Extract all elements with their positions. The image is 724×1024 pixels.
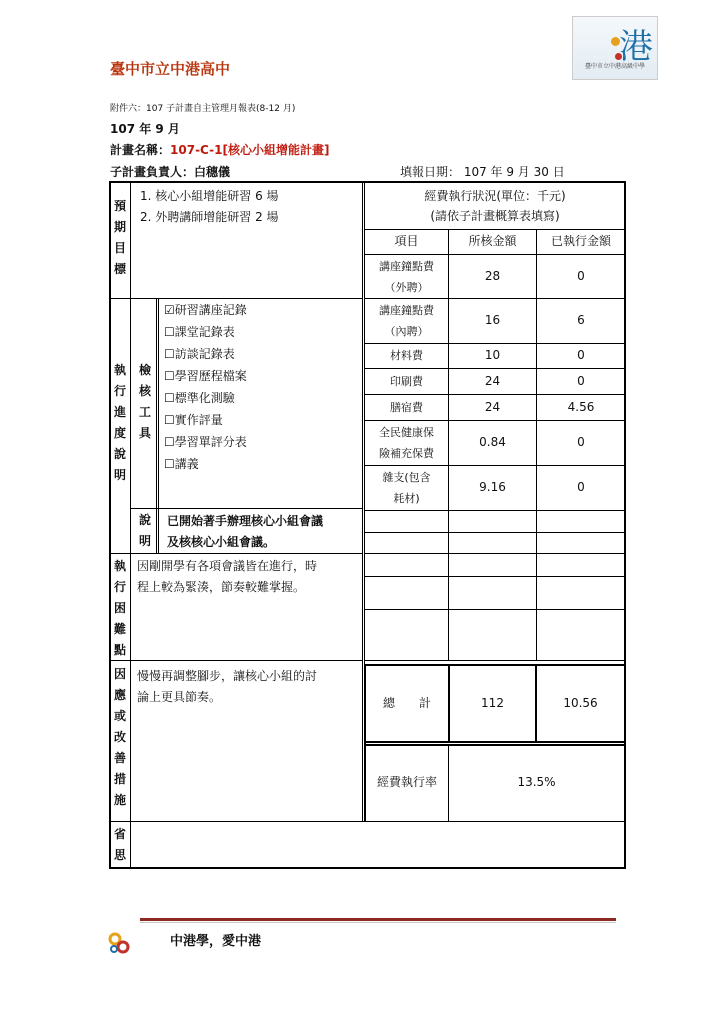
report-month: 107 年 9 月 <box>110 122 180 136</box>
total-label: 總 計 <box>382 696 431 710</box>
difficulty-line: 程上較為緊湊，節奏較難掌握。 <box>137 580 306 594</box>
executed-cell: 0 <box>577 374 585 388</box>
approved-cell: 16 <box>484 313 501 327</box>
footer-slogan: 中港學，愛中港 <box>170 934 262 949</box>
table-row: 膳宿費 <box>390 401 423 414</box>
executed-cell: 6 <box>577 313 585 327</box>
table-row: 講座鐘點費 （內聘） <box>379 304 434 338</box>
measures-line: 論上更具節奏。 <box>137 690 222 704</box>
reflection-label: 省思 <box>113 827 126 862</box>
col-header-executed: 已執行金額 <box>550 234 611 248</box>
execution-rate-label: 經費執行率 <box>376 775 437 789</box>
check-item[interactable]: ☑研習講座記錄 <box>164 303 247 317</box>
goal-item-2: 2. 外聘講師增能研習 2 場 <box>140 210 279 224</box>
check-item[interactable]: ☐實作評量 <box>164 413 223 427</box>
approved-cell: 9.16 <box>479 480 506 494</box>
budget-subtitle: (請依子計畫概算表填寫) <box>430 209 560 223</box>
table-row: 全民健康保 險補充保費 <box>379 426 434 460</box>
plan-name-value: 107-C-1[核心小組增能計畫] <box>170 143 330 157</box>
plan-owner: 子計畫負責人：白穗儀 <box>110 165 231 179</box>
col-header-approved: 所核金額 <box>468 234 517 248</box>
progress-label: 執行進度說明 <box>113 363 126 482</box>
approved-cell: 24 <box>484 400 501 414</box>
check-item[interactable]: ☐講義 <box>164 457 199 471</box>
approved-cell: 0.84 <box>479 435 506 449</box>
logo-glyph: 港 <box>619 27 653 67</box>
check-item[interactable]: ☐課堂記錄表 <box>164 325 235 339</box>
table-row: 雜支(包含 耗材) <box>382 471 431 505</box>
school-logo <box>572 16 658 80</box>
approved-cell: 24 <box>484 374 501 388</box>
plan-name-label: 計畫名稱： <box>110 143 171 157</box>
budget-title: 經費執行狀況(單位：千元) <box>424 189 566 203</box>
description-label: 說明 <box>138 513 151 548</box>
executed-cell: 4.56 <box>567 400 595 414</box>
measures-line: 慢慢再調整腳步，讓核心小組的討 <box>137 669 318 683</box>
goal-item-1: 1. 核心小組增能研習 6 場 <box>140 189 279 203</box>
measures-label: 因應或改善措施 <box>113 667 126 807</box>
goal-label: 預期目標 <box>113 199 126 276</box>
check-item[interactable]: ☐學習歷程檔案 <box>164 369 247 383</box>
footer-divider-light <box>140 922 616 923</box>
footer-divider <box>140 918 616 921</box>
table-row: 講座鐘點費 （外聘） <box>379 260 434 294</box>
execution-rate-value: 13.5% <box>517 775 556 789</box>
fill-date: 填報日期： 107 年 9 月 30 日 <box>400 165 565 179</box>
approved-cell: 10 <box>484 348 501 362</box>
difficulty-label: 執行困難點 <box>113 559 126 657</box>
attachment-label: 附件六：107 子計畫自主管理月報表(8-12 月) <box>110 104 296 114</box>
table-row: 印刷費 <box>390 375 423 388</box>
approved-cell: 28 <box>484 269 501 283</box>
school-name: 臺中市立中港高中 <box>110 60 231 78</box>
check-item[interactable]: ☐訪談記錄表 <box>164 347 235 361</box>
executed-cell: 0 <box>577 269 585 283</box>
col-header-item: 項目 <box>394 234 419 248</box>
total-executed: 10.56 <box>563 696 598 710</box>
description-line: 已開始著手辦理核心小組會議 <box>167 514 324 528</box>
plan-name <box>110 141 329 158</box>
check-tools-label: 檢核工具 <box>138 363 151 440</box>
check-item[interactable]: ☐學習單評分表 <box>164 435 247 449</box>
total-approved: 112 <box>481 696 504 710</box>
logo-text: 臺中市立中港高級中學 <box>584 63 645 70</box>
footer-logo-icon <box>106 930 132 956</box>
description-line: 及核核心小組會議。 <box>167 535 276 549</box>
difficulty-line: 因剛開學有各項會議皆在進行，時 <box>137 559 318 573</box>
executed-cell: 0 <box>577 435 585 449</box>
executed-cell: 0 <box>577 480 585 494</box>
check-item[interactable]: ☐標準化測驗 <box>164 391 235 405</box>
executed-cell: 0 <box>577 348 585 362</box>
table-row: 材料費 <box>390 349 423 362</box>
